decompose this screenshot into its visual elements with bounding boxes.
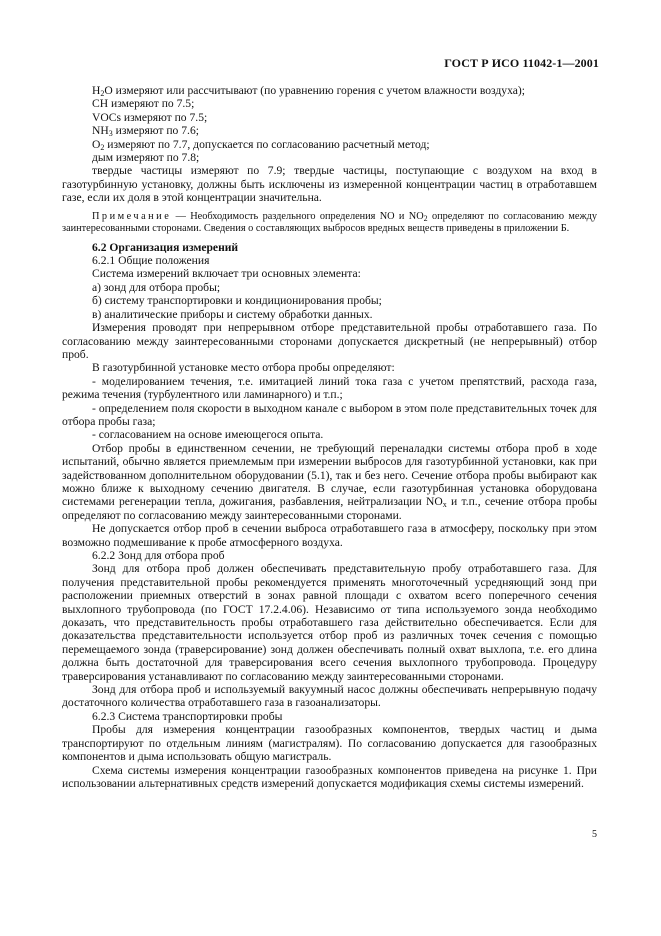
line-nh3: $NH_3$ измеряют по 7.6;	[92, 124, 199, 139]
paragraph: В газотурбинной установке место отбора пробы определяют:	[92, 361, 395, 375]
line-particles: твердые частицы измеряют по 7.9; твердые частицы, поступающие с воздухом на вход в газотурбинную установку, должны быть исключены из измеренной концентрации частиц в отработавшем газе, если их доля в этой концентрации значительна.	[62, 164, 597, 205]
subsection-623: 6.2.3 Система транспортировки пробы	[92, 709, 283, 723]
list-item: в) аналитические приборы и систему обработки данных.	[92, 307, 373, 321]
subsection-622: 6.2.2 Зонд для отбора проб	[92, 549, 225, 562]
line-smoke: дым измеряют по 7.8;	[92, 151, 200, 165]
line-vocs: VOCs измеряют по 7.5;	[92, 110, 208, 124]
paragraph: Система измерений включает три основных элемента:	[92, 267, 361, 281]
paragraph: Зонд для отбора проб и используемый вакуумный насос должны обеспечивать непрерывную подачу достаточного количества отработавшего газа в газоанализаторы.	[62, 683, 597, 710]
note: Примечание — Необходимость раздельного определения NO и $NO_2$ определяют по согласованию между заинтересованными сторонами. Сведения о составляющих выбросов вредных веществ приведены в приложении Б.	[62, 210, 597, 234]
page-number: 5	[592, 829, 597, 840]
paragraph: Зонд для отбора проб должен обеспечивать представительную пробу отработавшего газа. Для получения представительной пробы рекомендуется применять многоточечный усредняющий зонд при расположении приемных отверстий в зонах равной площади с охватом всего поперечного сечения выхлопного трубопровода (по ГОСТ 17.2.4.06). Независимо от типа используемого зонда необходимо доказать, что представительность пробы отработавшего газа действительно обеспечивается. Если для доказательства представительности используется отбор проб из различных точек сечения с помощью перемещаемого зонда (траверсирование) зонд должен обеспечивать полный охват выхлопа, т.е. его длина должна быть достаточной для траверсирования всего сечения выхлопного трубопровода. Процедуру траверсирования устанавливают по согласованию между заинтересованными сторонами.	[62, 562, 597, 683]
note-label: Примечание	[92, 210, 172, 222]
list-item: - согласованием на основе имеющегося опыта.	[92, 428, 324, 442]
paragraph: Измерения проводят при непрерывном отборе представительной пробы отработавшего газа. По согласованию между заинтересованными сторонами допускается дискретный (не непрерывный) отбор проб.	[62, 321, 597, 361]
paragraph: Отбор пробы в единственном сечении, не требующий переналадки системы отбора проб в ходе испытаний, обычно является приемлемым при измерении выбросов для газотурбинной установки, как при задействованном дополнительном оборудовании (5.1), так и без него. Сечение отбора пробы выбирают как можно ближе к выходному сечению двигателя. В случае, если газотурбинная установка оборудована системами регенерации тепла, дожигания, разбавления, нейтрализации $NO_x$ и т.п., сечение отбора пробы определяют по согласованию между заинтересованными сторонами.	[62, 441, 597, 522]
line-o2: $O_2$ измеряют по 7.7, допускается по согласованию расчетный метод;	[92, 137, 430, 152]
paragraph: Пробы для измерения концентрации газообразных компонентов, твердых частиц и дыма транспортируют по отдельным линиям (магистралям). По согласованию допускается для газообразных компонентов и дыма использовать общую магистраль.	[62, 723, 597, 764]
list-item: а) зонд для отбора пробы;	[92, 280, 221, 294]
list-item: - определением поля скорости в выходном канале с выбором в этом поле представительных точек для отбора пробы газа;	[62, 401, 597, 428]
document-header: ГОСТ Р ИСО 11042-1—2001	[444, 56, 599, 70]
paragraph: Схема системы измерения концентрации газообразных компонентов приведена на рисунке 1. При использовании альтернативных средств измерений допускается модификация схемы системы измерений.	[62, 763, 597, 790]
line-h2o: $H_2O$ измеряют или рассчитывают (по уравнению горения с учетом влажности воздуха);	[92, 84, 525, 98]
line-ch: CH измеряют по 7.5;	[92, 97, 195, 111]
list-item: б) систему транспортировки и кондиционирования пробы;	[92, 294, 382, 308]
page-content	[62, 84, 597, 790]
paragraph: Не допускается отбор проб в сечении выброса отработавшего газа в атмосферу, поскольку при этом возможно подмешивание к пробе атмосферного воздуха.	[62, 522, 597, 549]
subsection-621: 6.2.1 Общие положения	[92, 254, 210, 268]
list-item: - моделированием течения, т.е. имитацией линий тока газа с учетом препятствий, расхода газа, режима течения (турбулентного или ламинарного) и т.п.;	[62, 374, 597, 402]
section-title: 6.2 Организация измерений	[92, 240, 239, 254]
